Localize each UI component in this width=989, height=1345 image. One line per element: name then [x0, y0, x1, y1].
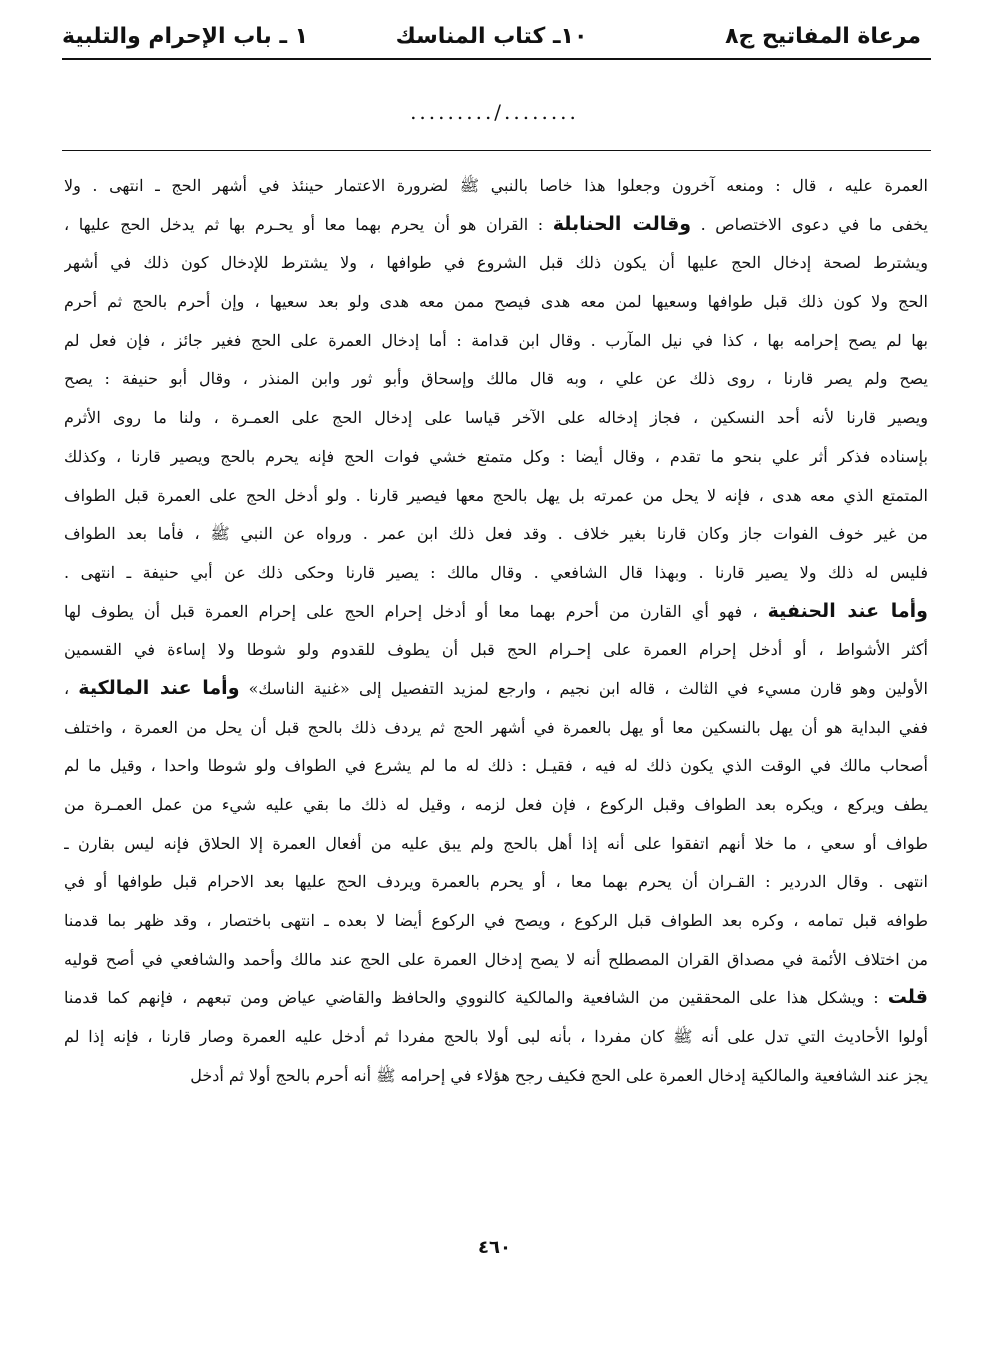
text-line-segment: : ويشكل هذا على المحققين من الشافعية والمالكية كالنووي والحافظ والقاضي عياض ومن تبعهم ، فإنهم كما قدمنا	[64, 988, 888, 1008]
text-line-segment: أكثر الأشواط ، أو أدخل إحرام العمرة على إحـرام الحج قبل أن يطوف للقدوم ولو شوطا ولا إساءة في القسمين	[64, 640, 928, 660]
text-line-segment: من اختلاف الأئمة في مصداق القران المصطلح أنه لا يصح إدخال العمرة على الحج عند مالك وأحمد والشافعي في أصح قوليه	[64, 949, 928, 969]
text-line-segment: الأولين وهو قارن مسيء في الثالث ، قاله ابن نجيم ، وارجع لمزيد التفصيل إلى «غنية الناسك»	[239, 678, 928, 698]
section-separator: ........./........	[410, 100, 579, 124]
body-divider	[62, 150, 931, 151]
text-line	[64, 901, 928, 940]
text-line-heading: قلت	[887, 986, 928, 1009]
text-line	[64, 398, 928, 437]
text-line	[64, 708, 928, 747]
text-line-heading: وأما عند الحنفية	[767, 599, 928, 622]
body-text	[64, 166, 928, 1095]
header-section-title: ١ ـ باب الإحرام والتلبية	[62, 24, 309, 49]
text-line	[64, 1017, 928, 1056]
text-line-segment: يطف ويركع ، ويكره بعد الطواف وقبل الركوع ، فإن فعل لزمه ، وقيل له ذلك ما بقي عليه شيء من عمل العمـرة من	[64, 795, 928, 814]
text-line-segment: من غير خوف الفوات جاز وكان قارنا بغير خلاف . وقد فعل ذلك ابن عمر . ورواه عن النبي ﷺ ، فأما بعد الطواف	[64, 524, 928, 544]
text-line	[64, 243, 928, 282]
text-line	[64, 630, 928, 669]
text-line	[64, 862, 928, 901]
text-line-segment: ويصير قارنا لأنه أحد النسكين ، فجاز إدخاله على الآخر قياسا على إدخال الحج على العمـرة ، ولنا ما روى الأثرم	[64, 408, 928, 428]
text-line-segment: انتهى . وقال الدردير : القـران أن يحرم بهما معا ، أو يحرم بالعمرة ويردف الحج عليها بعد الاحرام قبل طوافها أو في	[64, 872, 928, 892]
text-line-segment: أولوا الأحاديث التي تدل على أنه ﷺ كان مفردا ، بأنه لبى أولا بالحج مفردا ثم أدخل عليه العمرة وصار قارنا ، فإنه إذا لم	[64, 1027, 928, 1047]
text-line-heading: وأما عند المالكية	[78, 676, 240, 699]
text-line-segment: بها لم يصح إحرامه بها ، كذا في نيل المآرب . وقال ابن قدامة : أما إدخال العمرة على الحج فغير جائز ، فإن فعل لم	[64, 330, 928, 350]
header-book-title: مرعاة المفاتيح ج٨	[725, 24, 921, 49]
text-line	[64, 166, 928, 205]
text-line-segment: ويشترط لصحة إدخال الحج عليها أن يكون ذلك قبل الشروع في طوافها ، ولا يشترط للإدخال كون ذلك في أشهر	[64, 253, 928, 273]
text-line-segment: : القران هو أن يحرم بهما معا أو يحـرم بها ثم يدخل الحج عليها ،	[64, 214, 553, 234]
text-line-segment: يخفى ما في دعوى الاختصاص .	[691, 214, 928, 234]
text-line	[64, 205, 928, 244]
text-line	[64, 476, 928, 515]
text-line	[64, 940, 928, 979]
text-line-segment: فليس له ذلك ولا يصير قارنا . وبهذا قال الشافعي . وقال مالك : يصير قارنا وحكى ذلك عن أبي حنيفة ـ انتهى .	[64, 562, 928, 582]
header-chapter-title: ١٠ـ كتاب المناسك	[395, 24, 588, 49]
text-line	[64, 437, 928, 476]
text-line-segment: العمرة عليه ، قال : ومنعه آخرون وجعلوا هذا خاصا بالنبي ﷺ لضرورة الاعتمار حينئذ في أشهر الحج ـ انتهى . ولا	[64, 176, 928, 195]
text-line-segment: طواف أو سعي ، ما خلا أنهم اتفقوا على أنه إذا أهل بالحج ولم يبق عليه من أفعال العمرة إلا الحلاق فإنه ليس بقارن ـ	[64, 833, 928, 853]
text-line	[64, 1056, 928, 1095]
text-line-segment: المتمتع الذي معه هدى ، فإنه لا يحل من عمرته بل يهل بالحج معها فيصير قارنا . ولو أدخل الحج على العمرة قبل الطواف	[64, 485, 928, 505]
text-line	[64, 592, 928, 631]
text-line	[64, 359, 928, 398]
text-line	[64, 514, 928, 553]
text-line-segment: بإسناده فذكر أثر علي بنحو ما تقدم ، وقال أيضا : وكل متمتع خشي فوات الحج فإنه يحرم بالحج ويصير قارنا ، وكذلك	[64, 446, 928, 466]
text-line-segment: الحج ولا كون ذلك قبل طوافها وسعيها لمن معه هدى فيصح ممن معه هدى ولو بعد سعيها ، وإن أحرم بالحج ثم أحرم	[64, 292, 928, 312]
text-line	[64, 553, 928, 592]
text-line-segment: يصح ولم يصر قارنا ، روى ذلك عن علي ، وبه قال مالك وإسحاق وأبو ثور وابن المنذر ، وقال أبو حنيفة : يصح	[64, 369, 928, 389]
text-line	[64, 321, 928, 360]
text-line-segment: ففي البداية هو أن يهل بالنسكين معا أو يهل بالعمرة في أشهر الحج ثم يردف ذلك بالحج قبل أن يحل من العمرة ، واختلف	[64, 717, 928, 737]
text-line	[64, 746, 928, 785]
text-line-segment: أصحاب مالك في الوقت الذي يكون ذلك له فيه ، فقيـل : ذلك له ما لم يشرع في الطواف ولو شوطا واحدا ، وقيل ما لم	[64, 756, 928, 776]
text-line	[64, 824, 928, 863]
header-divider	[62, 58, 931, 60]
text-line	[64, 282, 928, 321]
text-line	[64, 978, 928, 1017]
text-line-segment: ، فهو أي القارن من أحرم بهما معا أو أدخل إحرام الحج على إحرام العمرة قبل أن يطوف لها	[64, 601, 768, 621]
text-line-segment: طوافه قبل تمامه ، وكره بعد الطواف قبل الركوع ، ويصح في الركوع أيضا لا بعده ـ انتهى باختصار ، وقد ظهر بما قدمنا	[64, 911, 928, 931]
text-line	[64, 669, 928, 708]
page-number: ٤٦٠	[478, 1237, 511, 1258]
text-line	[64, 785, 928, 824]
text-line-segment: ،	[64, 678, 79, 698]
text-line-heading: وقالت الحنابلة	[552, 212, 692, 235]
text-line-segment: يجز عند الشافعية والمالكية إدخال العمرة على الحج فكيف رجح هؤلاء في إحرامه ﷺ أنه أحرم بالحج أولا ثم أدخل	[190, 1065, 928, 1085]
